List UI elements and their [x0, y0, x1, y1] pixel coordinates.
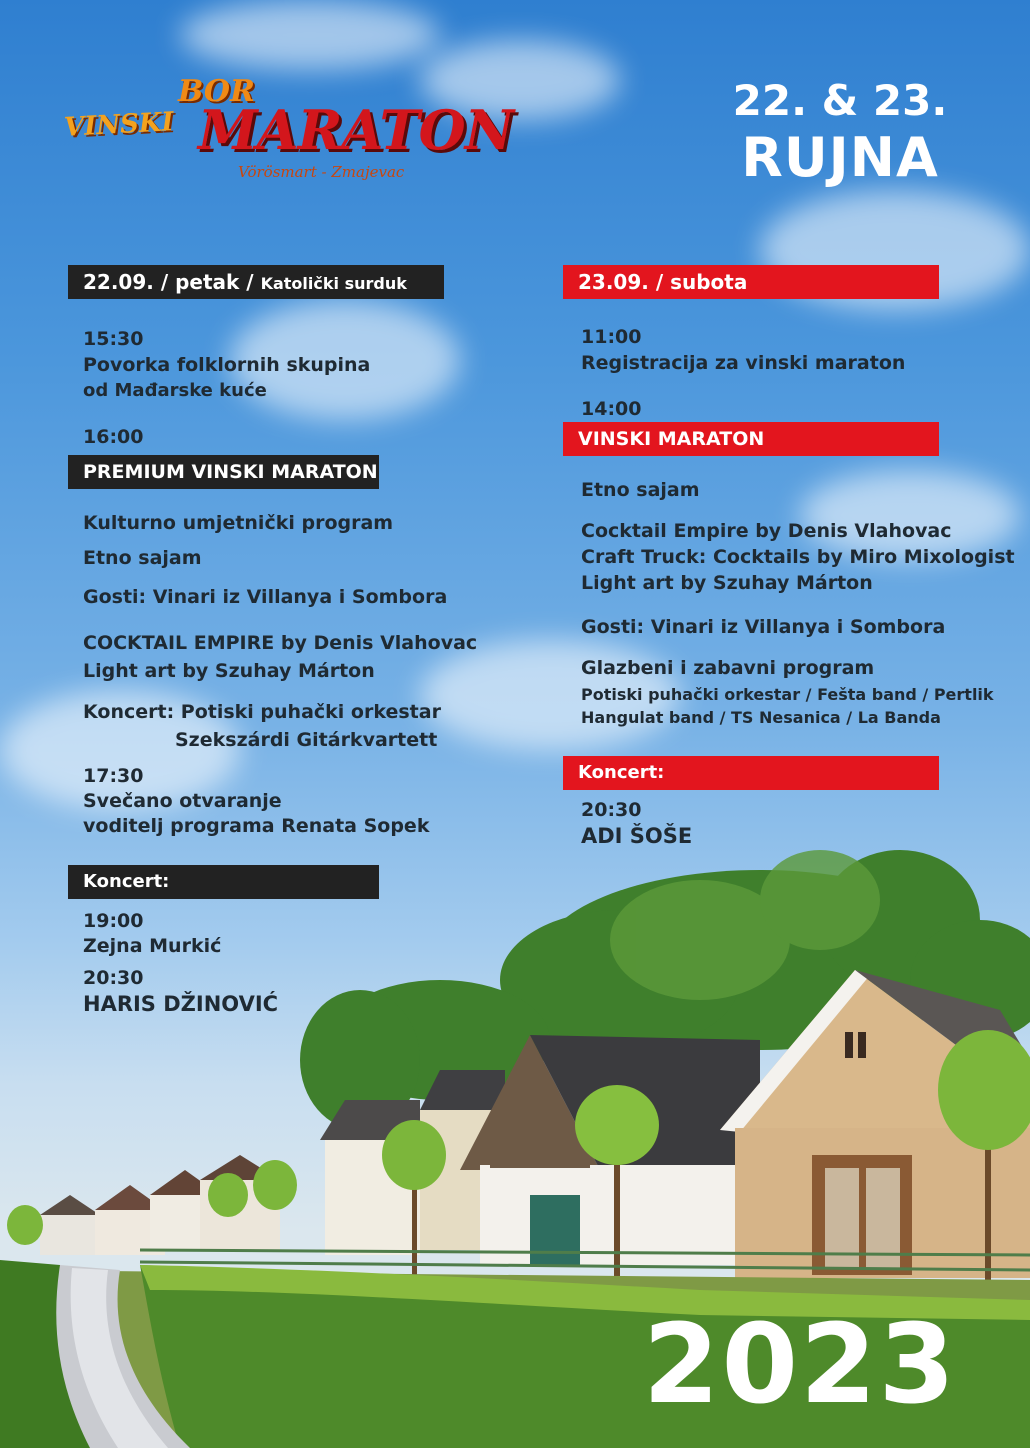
day2-bands-2: Hangulat band / TS Nesanica / La Banda [581, 708, 941, 727]
day1-zejna: Zejna Murkić [83, 935, 222, 957]
dates-days: 22. & 23. [732, 76, 948, 125]
day1-otvaranje: Svečano otvaranje [83, 790, 282, 812]
day1-etno: Etno sajam [83, 547, 202, 569]
day1-concert-label: Koncert: [68, 865, 379, 899]
day2-cocktail: Cocktail Empire by Denis Vlahovac [581, 520, 952, 542]
day2-gosti: Gosti: Vinari iz Villanya i Sombora [581, 616, 946, 638]
day2-time-1400: 14:00 [581, 398, 642, 420]
day1-time-1600: 16:00 [83, 426, 144, 448]
day2-craft: Craft Truck: Cocktails by Miro Mixologist [581, 546, 1015, 568]
dates-year: 2023 [642, 1300, 958, 1428]
day2-glazbeni: Glazbeni i zabavni program [581, 657, 875, 679]
day2-header: 23.09. / subota [563, 265, 939, 299]
day2-bands-1: Potiski puhački orkestar / Fešta band / Pertlik [581, 685, 994, 704]
day2-time-1100: 11:00 [581, 326, 642, 348]
day1-cocktail: COCKTAIL EMPIRE by Denis Vlahovac [83, 632, 478, 654]
day2-adi-sose: ADI ŠOŠE [581, 824, 693, 848]
logo-vinski: VINSKI [63, 107, 175, 143]
day1-time-1530: 15:30 [83, 328, 144, 350]
logo-subtitle: Vörösmart - Zmajevac [238, 163, 405, 181]
logo-maraton: MARATON [198, 98, 514, 162]
day1-koncert-1: Koncert: Potiski puhački orkestar [83, 701, 441, 723]
premium-label: PREMIUM VINSKI MARATON [68, 455, 379, 489]
day1-voditelj: voditelj programa Renata Sopek [83, 815, 430, 837]
day1-time-2030: 20:30 [83, 967, 144, 989]
day1-koncert-2: Szekszárdi Gitárkvartett [175, 729, 438, 751]
day1-time-1900: 19:00 [83, 910, 144, 932]
day1-gosti: Gosti: Vinari iz Villanya i Sombora [83, 586, 448, 608]
day1-header-main: 22.09. / petak / [83, 270, 254, 294]
day2-concert-label: Koncert: [563, 756, 939, 790]
dates-month: RUJNA [741, 126, 939, 189]
day2-time-2030: 20:30 [581, 799, 642, 821]
day2-maraton-label: VINSKI MARATON [563, 422, 939, 456]
day2-etno: Etno sajam [581, 479, 700, 501]
day1-time-1730: 17:30 [83, 765, 144, 787]
day1-povorka-place: od Mađarske kuće [83, 380, 267, 401]
logo-bor: BOR [178, 74, 255, 109]
day2-lightart: Light art by Szuhay Márton [581, 572, 873, 594]
day1-haris: HARIS DŽINOVIĆ [83, 992, 279, 1016]
day1-povorka: Povorka folklornih skupina [83, 354, 371, 376]
day1-header-place: Katolički surduk [260, 274, 407, 293]
day1-kulturno: Kulturno umjetnički program [83, 512, 394, 534]
day1-header [68, 265, 444, 299]
day1-lightart: Light art by Szuhay Márton [83, 660, 375, 682]
day2-registracija: Registracija za vinski maraton [581, 352, 906, 374]
